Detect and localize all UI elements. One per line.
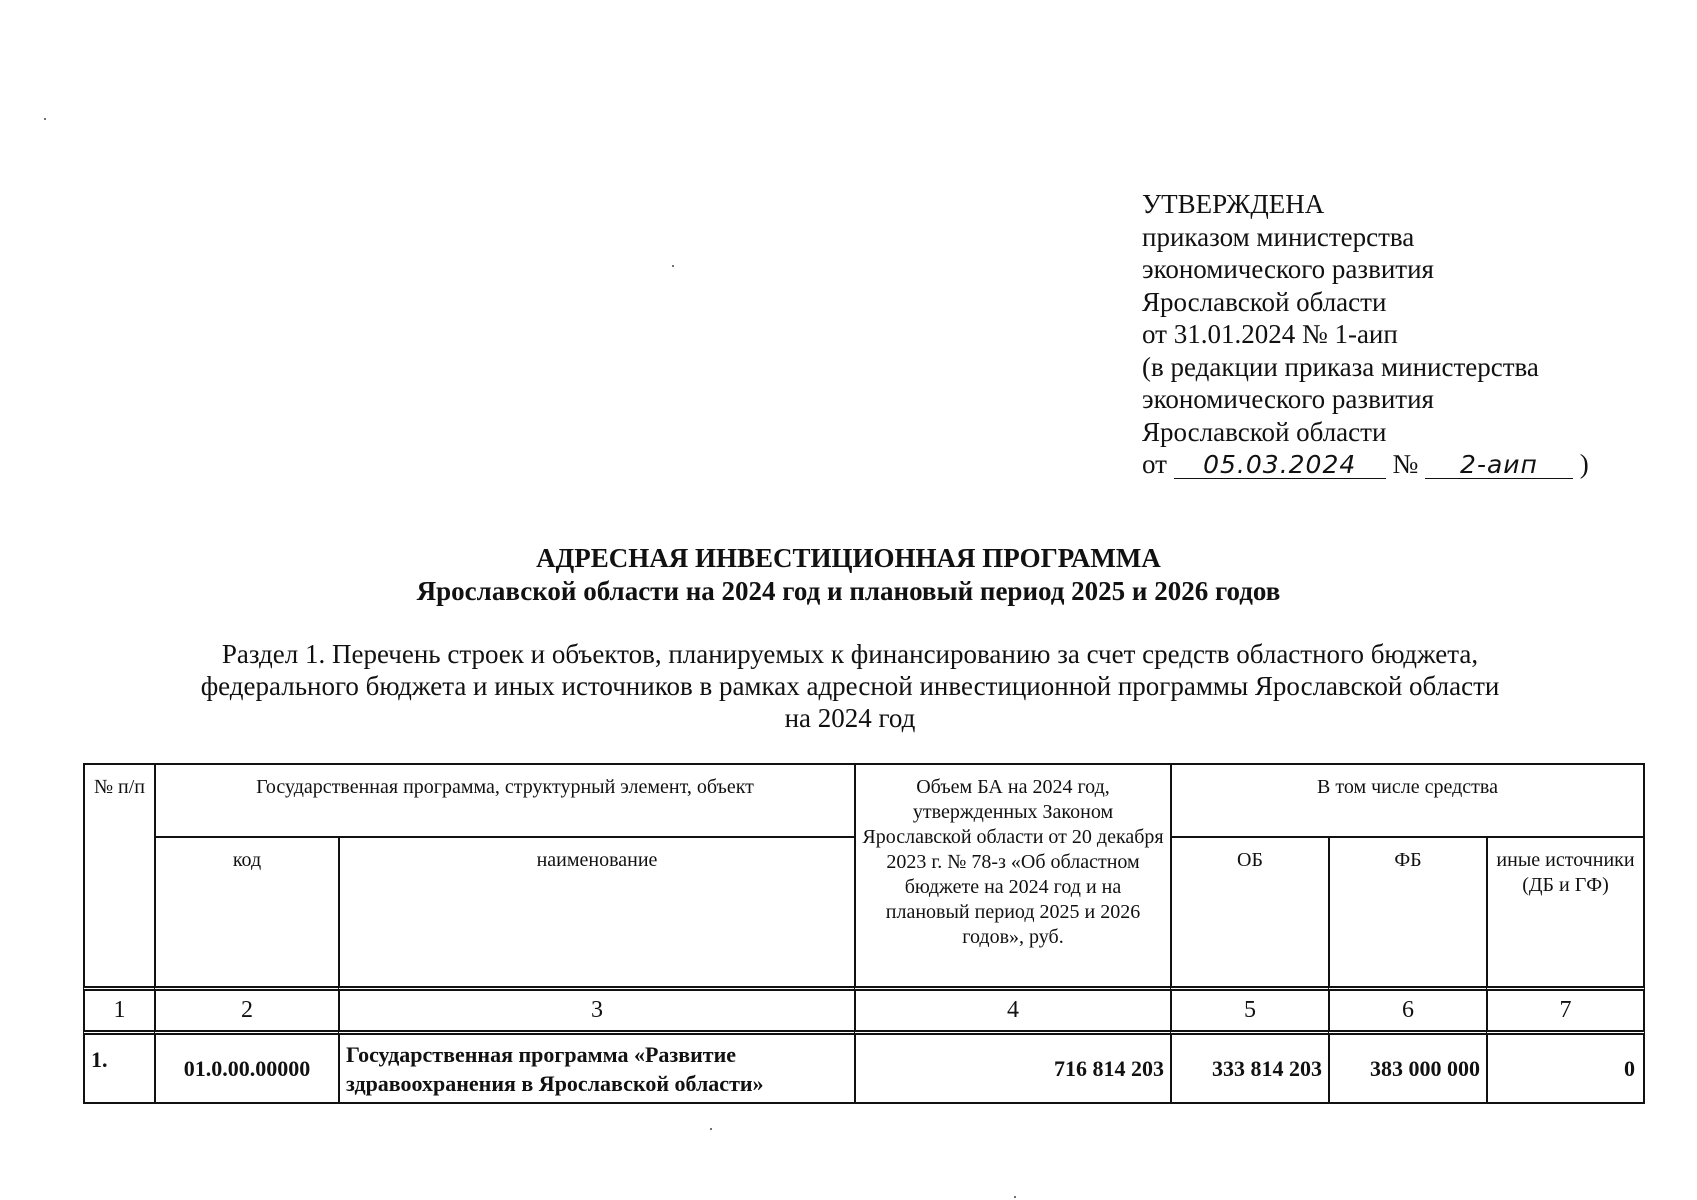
column-number: 7 [1486, 986, 1645, 1030]
header-row [83, 763, 1645, 836]
header-num: № п/п [83, 763, 154, 986]
scan-speck [44, 118, 46, 120]
row-name: Государственная программа «Развитие здравоохранения в Ярославской области» [338, 1030, 854, 1104]
document-title: АДРЕСНАЯ ИНВЕСТИЦИОННАЯ ПРОГРАММА [536, 543, 1161, 573]
row-volume: 716 814 203 [854, 1030, 1170, 1104]
header-code: код [154, 836, 338, 986]
header-fb: ФБ [1328, 836, 1486, 986]
column-number: 2 [154, 986, 338, 1030]
header-volume: Объем БА на 2024 год, утвержденных Законом Ярославской области от 20 декабря 2023 г. № 78-з «Об областном бюджете на 2024 год и на плановый период 2025 и 2026 годов», руб. [854, 763, 1170, 986]
table-row [83, 1030, 1645, 1104]
column-number: 6 [1328, 986, 1486, 1030]
handwritten-date: 05.03.2024 [1174, 452, 1386, 479]
approval-line: экономического развития [1142, 254, 1434, 284]
column-number-row [83, 986, 1645, 1030]
approval-line: приказом министерства [1142, 221, 1415, 252]
row-other: 0 [1486, 1030, 1645, 1104]
approval-line: экономического развития [1142, 384, 1434, 414]
section-line: на 2024 год [784, 703, 916, 733]
header-other: иные источники (ДБ и ГФ) [1486, 836, 1645, 986]
scan-speck [1014, 1196, 1016, 1198]
approval-heading: УТВЕРЖДЕНА [1142, 189, 1325, 219]
handwritten-number: 2-аип [1425, 452, 1573, 479]
approval-line: Ярославской области [1142, 286, 1387, 317]
row-num: 1. [83, 1030, 154, 1104]
header-ob: ОБ [1170, 836, 1328, 986]
document-subtitle: Ярославской области на 2024 год и плановый период 2025 и 2026 годов [416, 576, 1281, 606]
column-number: 1 [83, 986, 154, 1030]
number-label: № [1392, 449, 1419, 479]
column-number: 3 [338, 986, 854, 1030]
section-heading [140, 638, 1560, 734]
approval-order-date: от 31.01.2024 № 1-аип [1142, 319, 1398, 349]
investment-program-table [83, 763, 1645, 1104]
header-including: В том числе средства [1170, 763, 1645, 836]
approval-stamp-block [1142, 188, 1662, 481]
column-number: 4 [854, 986, 1170, 1030]
row-code: 01.0.00.00000 [154, 1030, 338, 1104]
approval-amendment-line [1142, 448, 1662, 481]
section-line: Раздел 1. Перечень строек и объектов, планируемых к финансированию за счет средств областного бюджета, [221, 639, 1479, 669]
from-label: от [1142, 449, 1167, 479]
column-number: 5 [1170, 986, 1328, 1030]
header-name: наименование [338, 836, 854, 986]
scan-speck [672, 265, 674, 267]
row-ob: 333 814 203 [1170, 1030, 1328, 1104]
header-program: Государственная программа, структурный элемент, объект [154, 763, 854, 836]
approval-line: Ярославской области [1142, 416, 1387, 447]
approval-line: (в редакции приказа министерства [1142, 351, 1539, 382]
scan-speck [710, 1128, 712, 1130]
section-line: федерального бюджета и иных источников в рамках адресной инвестиционной программы Ярославской области [200, 671, 1500, 701]
row-fb: 383 000 000 [1328, 1030, 1486, 1104]
closing-paren: ) [1579, 449, 1589, 479]
